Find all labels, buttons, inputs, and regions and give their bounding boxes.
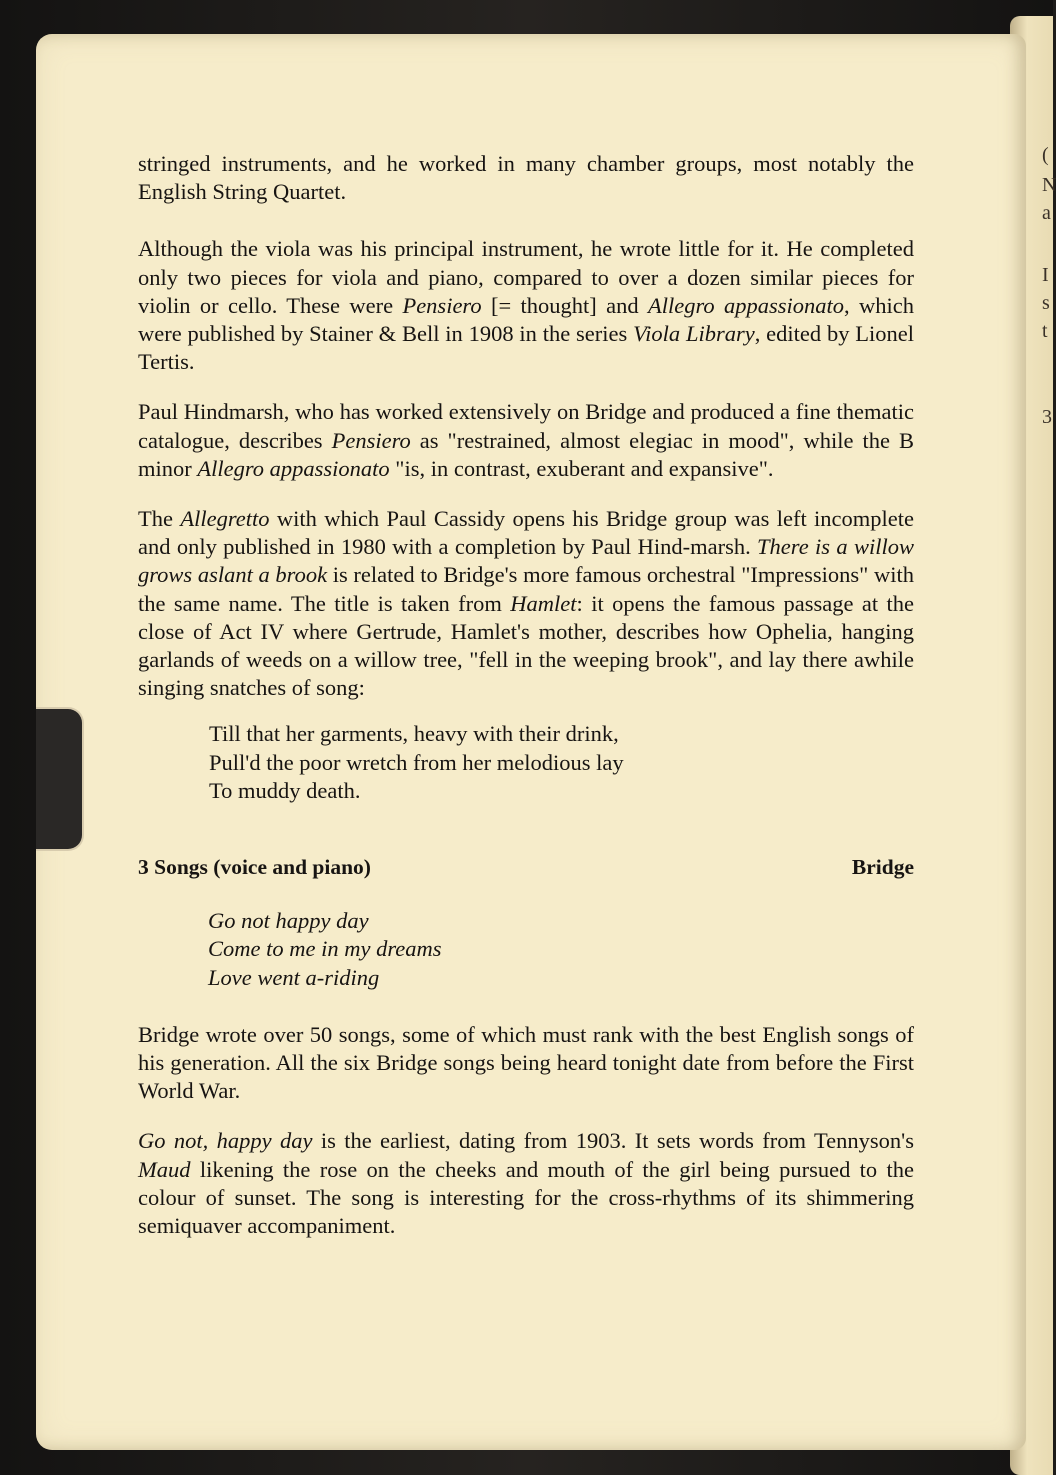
song-title: Go not happy day (208, 908, 369, 934)
work-title-willow: There is a willow grows aslant a brook (138, 534, 914, 588)
program-item-title: 3 Songs (voice and piano) (138, 855, 371, 880)
page-content (138, 150, 914, 1240)
work-title-hamlet: Hamlet (510, 590, 577, 616)
work-title-pensiero: Pensiero (331, 427, 411, 453)
paragraph-hindmarsh: Paul Hindmarsh, who has worked extensively on Bridge and produced a fine thematic catalogue, describes Pensiero as "restrained, almost elegiac in mood", while the B minor Allegro appassionato "is, in contrast, exuberant and expansive". (138, 399, 914, 481)
adjacent-page-fragment: s (1042, 292, 1050, 314)
adjacent-page-fragment: t (1042, 320, 1048, 342)
work-title-maud: Maud (138, 1156, 191, 1182)
paragraph-bridge-songs: Bridge wrote over 50 songs, some of which must rank with the best English songs of his generation. All the six Bridge songs being heard tonight date from before the First World War. (138, 1021, 914, 1104)
adjacent-page-fragment: N (1042, 174, 1056, 196)
paragraph-viola-pieces: Although the viola was his principal instrument, he wrote little for it. He completed only two pieces for viola and piano, compared to over a dozen similar pieces for violin or cello. These were Pensiero [= thought] and Allegro appassionato, which were published by Stainer & Bell in 1908 in the series Viola Library, edited by Lionel Tertis. (138, 236, 914, 375)
adjacent-page-fragment: ( (1042, 144, 1049, 166)
program-item-heading (138, 853, 914, 881)
song-list (208, 907, 914, 992)
adjacent-page-fragment: 3 (1042, 406, 1052, 428)
paragraph-allegretto: The Allegretto with which Paul Cassidy opens his Bridge group was left incomplete and only published in 1980 with a completion by Paul Hind-marsh. There is a willow grows aslant a brook is related to Bridge's more famous orchestral "Impressions" with the same name. The title is taken from Hamlet: it opens the famous passage at the close of Act IV where Gertrude, Hamlet's mother, describes how Ophelia, hanging garlands of weeds on a willow tree, "fell in the weeping brook", and lay there awhile singing snatches of song: (138, 506, 915, 701)
work-title-allegro-appassionato: Allegro appassionato (647, 292, 845, 318)
work-title-allegro-appassionato: Allegro appassionato (197, 455, 390, 481)
work-title-allegretto: Allegretto (180, 506, 270, 532)
paragraph-go-not-happy-day: Go not, happy day is the earliest, dating from 1903. It sets words from Tennyson's Maud likening the rose on the cheeks and mouth of the girl being pursued to the colour of sunset. The song is interesting for the cross-rhythms of its shimmering semiquaver accompaniment. (138, 1128, 914, 1238)
song-title-inline: Go not, happy day (138, 1128, 313, 1154)
quote-line: Till that her garments, heavy with their drink, (209, 721, 619, 747)
paragraph-english-string-quartet: stringed instruments, and he worked in many chamber groups, most notably the English String Quartet. (138, 151, 914, 205)
hamlet-quotation (209, 720, 914, 805)
quote-line: To muddy death. (209, 777, 361, 803)
adjacent-page-fragment: I (1042, 264, 1049, 286)
song-title: Come to me in my dreams (208, 936, 442, 962)
program-item-composer: Bridge (851, 855, 914, 880)
quote-line: Pull'd the poor wretch from her melodious lay (209, 749, 624, 775)
adjacent-page-fragment: a (1042, 202, 1051, 224)
binder-tab (36, 707, 84, 851)
work-title-pensiero: Pensiero (402, 292, 482, 318)
song-title: Love went a-riding (208, 964, 380, 990)
series-title: Viola Library (633, 321, 755, 347)
